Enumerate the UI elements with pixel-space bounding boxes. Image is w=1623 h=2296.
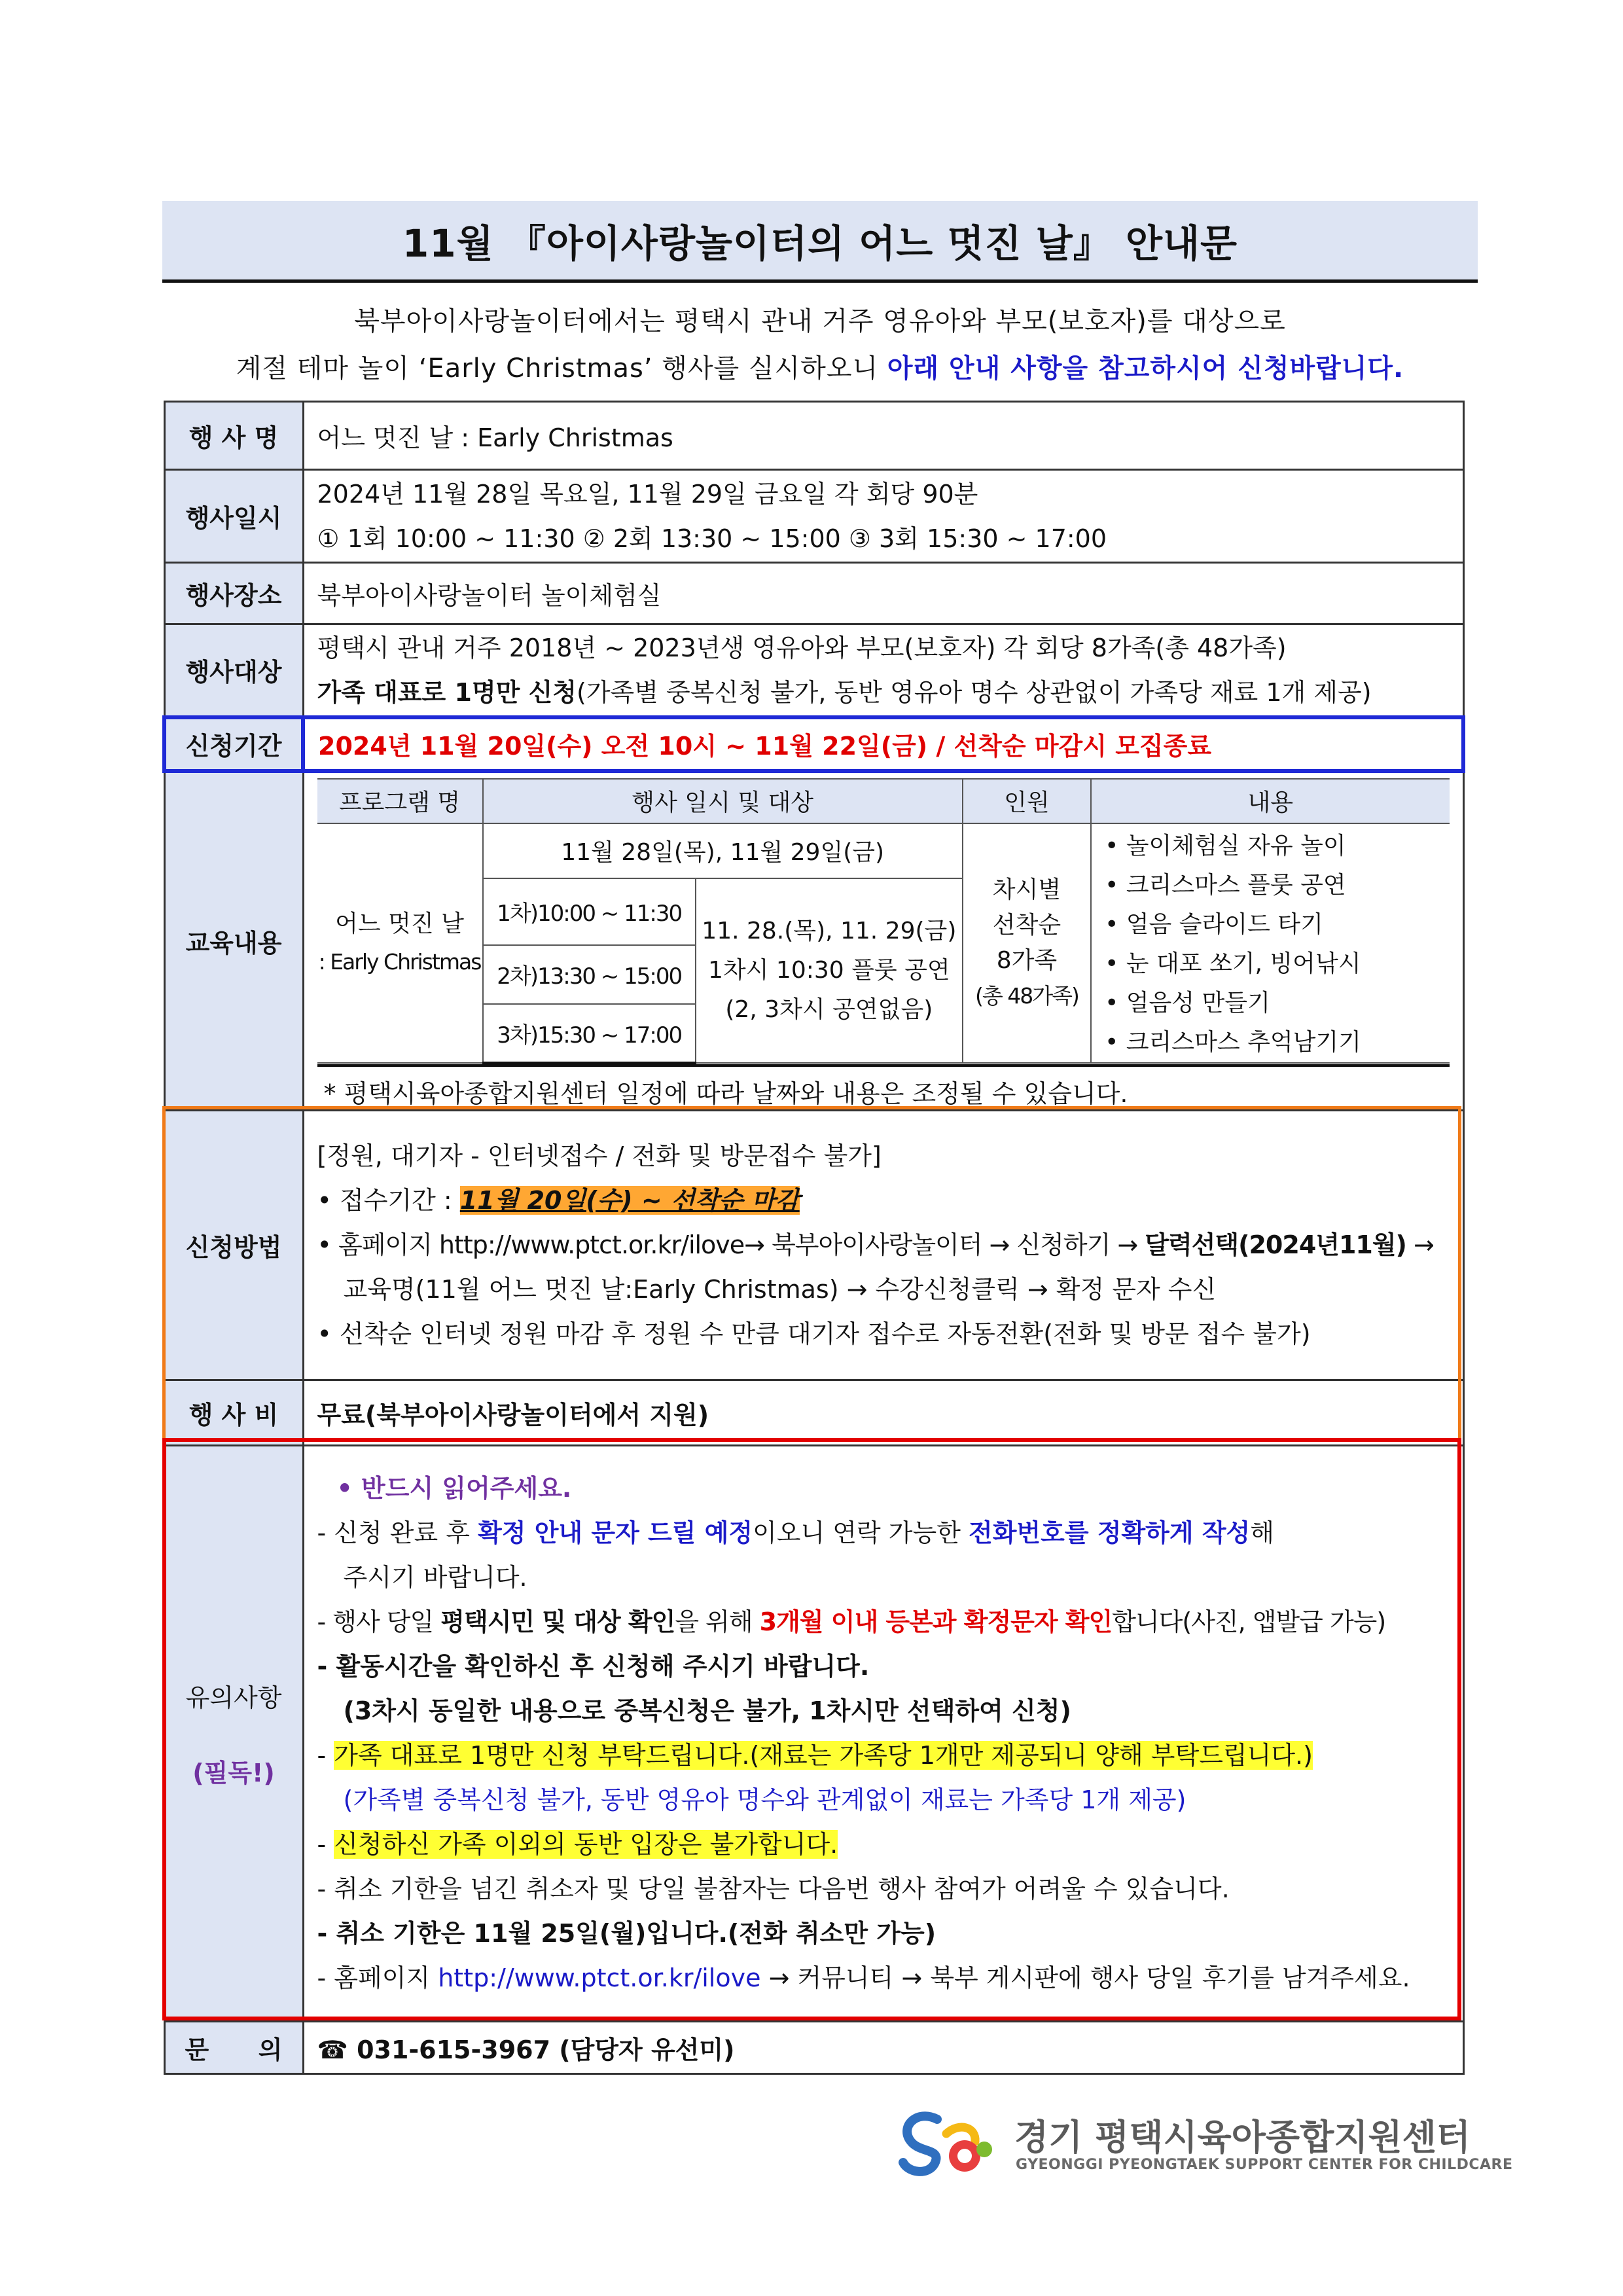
label-event-date: 행사일시 bbox=[164, 470, 303, 563]
intro-line-2 bbox=[162, 345, 1478, 392]
method-steps-bold: 달력선택(2024년11월) bbox=[1145, 1230, 1406, 1259]
row-target bbox=[164, 624, 1463, 717]
program-name-cell bbox=[317, 823, 483, 1063]
homepage-link[interactable]: http://www.ptct.or.kr/ilove bbox=[438, 1964, 761, 1992]
method-line-1: [정원, 대기자 - 인터넷접수 / 전화 및 방문접수 불가] bbox=[317, 1141, 882, 1170]
label-education: 교육내용 bbox=[164, 771, 303, 1111]
program-row-dates bbox=[317, 823, 1450, 878]
note-7: - 취소 기한은 11월 25일(월)입니다.(전화 취소만 가능) bbox=[317, 1919, 936, 1948]
program-table bbox=[317, 778, 1450, 1064]
value-method bbox=[303, 1110, 1463, 1380]
row-method bbox=[164, 1110, 1463, 1380]
program-table-header bbox=[317, 779, 1450, 823]
label-method: 신청방법 bbox=[164, 1110, 303, 1380]
value-venue: 북부아이사랑놀이터 놀이체험실 bbox=[303, 563, 1463, 624]
contents-item: • 얼음 슬라이드 타기 bbox=[1105, 910, 1323, 938]
note-8: - 홈페이지 http://www.ptct.or.kr/ilove → 커뮤니티 → 북부 게시판에 행사 당일 후기를 남겨주세요. bbox=[317, 1964, 1410, 1992]
label-contact: 문 의 bbox=[164, 2021, 303, 2073]
session-note-cell bbox=[696, 878, 963, 1063]
target-line-2 bbox=[317, 670, 1450, 715]
row-contact bbox=[164, 2021, 1463, 2073]
capacity-cell bbox=[963, 823, 1091, 1063]
contents-list bbox=[1105, 827, 1449, 1062]
session-2: 2차)13:30 ~ 15:00 bbox=[483, 945, 696, 1004]
contents-item: • 얼음성 만들기 bbox=[1105, 989, 1270, 1016]
method-line-3: • 홈페이지 http://www.ptct.or.kr/ilove→ 북부아이사랑놀이터 → 신청하기 → 달력선택(2024년11월) → bbox=[317, 1230, 1434, 1259]
info-table bbox=[162, 401, 1465, 2075]
intro-line-1: 북부아이사랑놀이터에서는 평택시 관내 거주 영유아와 부모(보호자)를 대상으로 bbox=[354, 306, 1286, 336]
method-steps-b: → bbox=[1406, 1230, 1434, 1259]
event-date-line-1: 2024년 11월 28일 목요일, 11월 29일 금요일 각 회당 90분 bbox=[317, 479, 978, 509]
note-1: - 신청 완료 후 확정 안내 문자 드릴 예정이오니 연락 가능한 전화번호를 정확하게 작성해 bbox=[317, 1518, 1274, 1547]
session-1: 1차)10:00 ~ 11:30 bbox=[483, 878, 696, 945]
method-line-4: 교육명(11월 어느 멋진 날:Early Christmas) → 수강신청클릭 → 확정 문자 수신 bbox=[343, 1275, 1217, 1304]
notes-label: 유의사항 bbox=[185, 1683, 282, 1712]
notes-label-must: (필독!) bbox=[192, 1759, 275, 1787]
target-line-2-rest: (가족별 중복신청 불가, 동반 영유아 명수 상관없이 가족당 재료 1개 제공) bbox=[577, 677, 1372, 707]
row-event-date bbox=[164, 470, 1463, 563]
value-notes bbox=[303, 1445, 1463, 2021]
note-6: - 취소 기한을 넘긴 취소자 및 당일 불참자는 다음번 행사 참여가 어려울 수 있습니다. bbox=[317, 1874, 1230, 1903]
method-line-5: • 선착순 인터넷 정원 마감 후 정원 수 만큼 대기자 접수로 자동전환(전화 및 방문 접수 불가) bbox=[317, 1319, 1311, 1348]
contents-item: • 눈 대포 쏘기, 빙어낚시 bbox=[1105, 950, 1361, 977]
note-1-cont: 주시기 바랍니다. bbox=[343, 1563, 527, 1592]
label-target: 행사대상 bbox=[164, 624, 303, 717]
program-name-line-1: 어느 멋진 날 bbox=[335, 910, 464, 937]
intro-line-2-plain: 계절 테마 놀이 ‘Early Christmas’ 행사를 실시하오니 bbox=[236, 353, 887, 384]
note-3-cont: (3차시 동일한 내용으로 중복신청은 불가, 1차시만 선택하여 신청) bbox=[343, 1696, 1071, 1725]
value-event-name: 어느 멋진 날 : Early Christmas bbox=[303, 402, 1463, 470]
note-4: - 가족 대표로 1명만 신청 부탁드립니다.(재료는 가족당 1개만 제공되니 양해 부탁드립니다.) bbox=[317, 1741, 1313, 1770]
label-period: 신청기간 bbox=[164, 717, 303, 771]
center-logo-icon bbox=[897, 2108, 995, 2179]
method-period-highlight: 11월 20일(수) ~ 선착순 마감 bbox=[459, 1186, 800, 1215]
target-line-2-bold: 가족 대표로 1명만 신청 bbox=[317, 677, 577, 707]
method-line-5-text: 선착순 인터넷 정원 마감 후 정원 수 만큼 대기자 접수로 자동전환(전화 및 방문 접수 불가) bbox=[340, 1319, 1311, 1348]
row-fee bbox=[164, 1380, 1463, 1445]
header-contents: 내용 bbox=[1091, 779, 1449, 823]
center-logo bbox=[897, 2104, 1513, 2183]
target-line-1: 평택시 관내 거주 2018년 ~ 2023년생 영유아와 부모(보호자) 각 회당 8가족(총 48가족) bbox=[317, 633, 1287, 662]
value-event-date bbox=[303, 470, 1463, 563]
session-3: 3차)15:30 ~ 17:00 bbox=[483, 1004, 696, 1063]
method-steps-a: 홈페이지 http://www.ptct.or.kr/ilove→ 북부아이사랑놀이터 → 신청하기 → bbox=[338, 1230, 1145, 1259]
capacity-line-3: 8가족 bbox=[996, 946, 1058, 974]
capacity-line-4: (총 48가족) bbox=[975, 982, 1079, 1009]
session-note-line-2: 1차시 10:30 플룻 공연 bbox=[708, 956, 950, 984]
page-title: 11월 『아이사랑놀이터의 어느 멋진 날』 안내문 bbox=[402, 221, 1238, 266]
value-education bbox=[303, 771, 1463, 1111]
event-date-line-2: ① 1회 10:00 ~ 11:30 ② 2회 13:30 ~ 15:00 ③ 3회 15:30 ~ 17:00 bbox=[317, 524, 1107, 553]
session-note-line-3: (2, 3차시 공연없음) bbox=[725, 996, 933, 1023]
row-period bbox=[164, 717, 1463, 771]
center-name-en: GYEONGGI PYEONGTAEK SUPPORT CENTER FOR CHILDCARE bbox=[1016, 2157, 1513, 2173]
contents-item: • 크리스마스 추억남기기 bbox=[1105, 1028, 1361, 1056]
row-event-name bbox=[164, 402, 1463, 470]
education-footnote: * 평택시육아종합지원센터 일정에 따라 날짜와 내용은 조정될 수 있습니다. bbox=[317, 1064, 1450, 1109]
row-venue bbox=[164, 563, 1463, 624]
title-banner bbox=[162, 201, 1478, 283]
program-dates: 11월 28일(목), 11월 29일(금) bbox=[483, 823, 963, 878]
value-period: 2024년 11월 20일(수) 오전 10시 ~ 11월 22일(금) / 선착순 마감시 모집종료 bbox=[303, 717, 1463, 771]
note-5: - 신청하신 가족 이외의 동반 입장은 불가합니다. bbox=[317, 1830, 838, 1859]
contents-cell bbox=[1091, 823, 1449, 1063]
header-capacity: 인원 bbox=[963, 779, 1091, 823]
label-notes bbox=[164, 1445, 303, 2021]
header-program: 프로그램 명 bbox=[317, 779, 483, 823]
note-3: - 활동시간을 확인하신 후 신청해 주시기 바랍니다. bbox=[317, 1652, 870, 1681]
contents-item: • 크리스마스 플룻 공연 bbox=[1105, 871, 1346, 899]
method-period-label: 접수기간 : bbox=[340, 1186, 460, 1215]
row-education bbox=[164, 771, 1463, 1111]
center-name-ko: 경기 평택시육아종합지원센터 bbox=[1014, 2117, 1471, 2158]
label-fee: 행 사 비 bbox=[164, 1380, 303, 1445]
label-venue: 행사장소 bbox=[164, 563, 303, 624]
value-contact: ☎ 031-615-3967 (담당자 유선미) bbox=[303, 2021, 1463, 2073]
note-4-cont: (가족별 중복신청 불가, 동반 영유아 명수와 관계없이 재료는 가족당 1개 제공) bbox=[343, 1785, 1186, 1814]
label-event-name: 행 사 명 bbox=[164, 402, 303, 470]
row-notes bbox=[164, 1445, 1463, 2021]
contents-item: • 놀이체험실 자유 놀이 bbox=[1105, 832, 1346, 859]
capacity-line-2: 선착순 bbox=[992, 911, 1061, 939]
intro-line-2-highlight: 아래 안내 사항을 참고하시어 신청바랍니다. bbox=[887, 353, 1404, 384]
notes-must-read: • 반드시 읽어주세요. bbox=[336, 1474, 572, 1503]
capacity-line-1: 차시별 bbox=[992, 876, 1061, 903]
session-note-line-1: 11. 28.(목), 11. 29(금) bbox=[702, 917, 957, 944]
header-datetime: 행사 일시 및 대상 bbox=[483, 779, 963, 823]
program-name-line-2: : Early Christmas bbox=[318, 948, 481, 975]
value-fee: 무료(북부아이사랑놀이터에서 지원) bbox=[303, 1380, 1463, 1445]
intro-text bbox=[162, 298, 1478, 392]
value-target bbox=[303, 624, 1463, 717]
note-2: - 행사 당일 평택시민 및 대상 확인을 위해 3개월 이내 등본과 확정문자 확인합니다(사진, 앱발급 가능) bbox=[317, 1607, 1386, 1636]
method-line-2: • 접수기간 : 11월 20일(수) ~ 선착순 마감 bbox=[317, 1186, 800, 1215]
